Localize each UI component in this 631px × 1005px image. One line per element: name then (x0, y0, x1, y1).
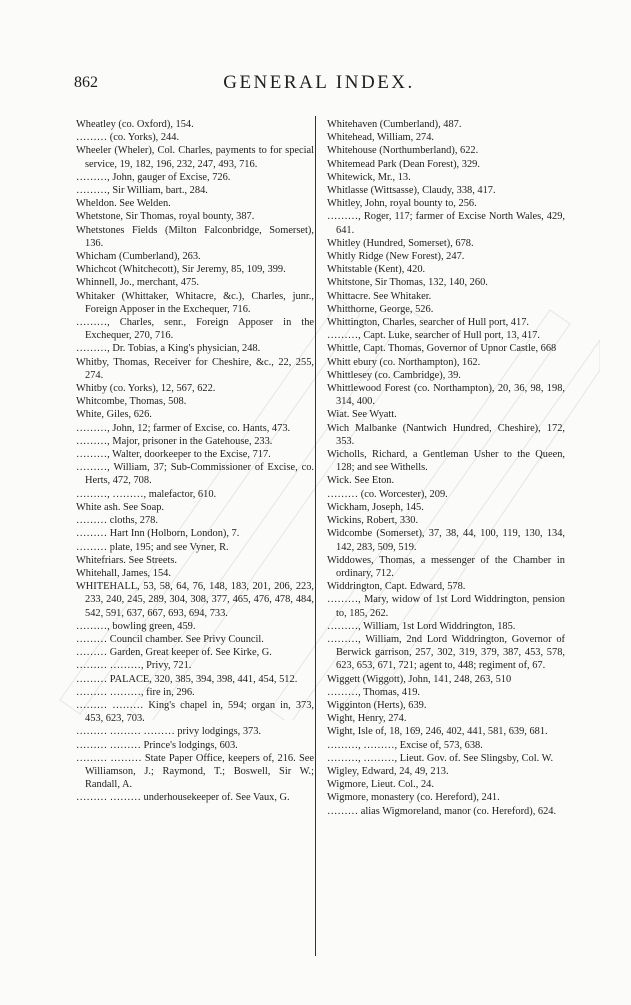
index-entry: ……… Hart Inn (Holborn, London), 7. (76, 528, 240, 540)
index-entry: Whitemead Park (Dean Forest), 329. (327, 158, 480, 170)
index-entry: ……… ………, Privy, 721. (76, 660, 192, 672)
index-entry: ………, ………, Excise of, 573, 638. (327, 739, 483, 751)
index-entry: Whittle, Capt. Thomas, Governor of Upnor Castle, 668 (327, 343, 557, 355)
index-entry: ……… PALACE, 320, 385, 394, 398, 441, 454, 512. (76, 673, 298, 685)
index-entry: ………, Walter, doorkeeper to the Excise, 717. (76, 449, 271, 461)
index-entry: Whittlewood Forest (co. Northampton), 20, 36, 98, 198, 314, 400. (327, 383, 565, 408)
index-entry: ………, John, gauger of Excise, 726. (76, 171, 231, 183)
index-entry: ………, John, 12; farmer of Excise, co. Hants, 473. (76, 422, 291, 434)
index-entry: Widdowes, Thomas, a messenger of the Chamber in ordinary, 712. (327, 554, 565, 579)
index-entry: ………, Mary, widow of 1st Lord Widdrington, pension to, 185, 262. (327, 594, 565, 619)
index-entry: Whitcombe, Thomas, 508. (76, 396, 187, 408)
index-entry: ………, Capt. Luke, searcher of Hull port, 13, 417. (327, 330, 540, 342)
index-entry: Whitley (Hundred, Somerset), 678. (327, 237, 474, 249)
index-entry: Whitlasse (Wittsasse), Claudy, 338, 417. (327, 185, 496, 197)
index-entry: Whitt ebury (co. Northampton), 162. (327, 356, 481, 368)
index-entry: Whitly Ridge (New Forest), 247. (327, 251, 465, 263)
index-entry: ……… alias Wigmoreland, manor (co. Hereford), 624. (327, 805, 557, 817)
index-entry: Whitstable (Kent), 420. (327, 264, 426, 276)
index-column-left (76, 118, 314, 805)
index-entry: ……… ……… State Paper Office, keepers of, 216. See Williamson, J.; Raymond, T.; Boswell, Sir W.; Randall, A. (76, 752, 314, 791)
index-entry: Wich Malbanke (Nantwich Hundred, Cheshire), 172, 353. (327, 422, 565, 447)
index-entry: ……… ………, fire in, 296. (76, 686, 195, 698)
index-entry: Wigmore, Lieut. Col., 24. (327, 779, 434, 791)
index-entry: Wickham, Joseph, 145. (327, 501, 424, 513)
index-entry: ………, Major, prisoner in the Gatehouse, 233. (76, 435, 273, 447)
index-entry: Wigmore, monastery (co. Hereford), 241. (327, 792, 500, 804)
index-entry: Whitehouse (Northumberland), 622. (327, 145, 479, 157)
index-entry: Whetstones Fields (Milton Falconbridge, Somerset), 136. (76, 224, 314, 249)
index-entry: Wheldon. See Welden. (76, 198, 171, 210)
index-entry: Whitby, Thomas, Receiver for Cheshire, &c., 22, 255, 274. (76, 356, 314, 381)
index-entry: Whitby (co. Yorks), 12, 567, 622. (76, 383, 216, 395)
index-column-right (327, 118, 565, 818)
index-entry: ……… cloths, 278. (76, 515, 158, 527)
page-number: 862 (74, 74, 98, 91)
index-entry: Wicholls, Richard, a Gentleman Usher to the Queen, 128; and see Withells. (327, 449, 565, 474)
index-entry: ……… (co. Worcester), 209. (327, 488, 448, 500)
index-entry: ………, William, 37; Sub-Commissioner of Excise, co. Herts, 472, 708. (76, 462, 314, 487)
index-entry: ………, bowling green, 459. (76, 620, 196, 632)
index-entry: ……… Garden, Great keeper of. See Kirke, G. (76, 647, 272, 659)
index-entry: Whitehaven (Cumberland), 487. (327, 119, 462, 130)
index-entry: ……… Council chamber. See Privy Council. (76, 633, 264, 645)
index-entry: Whitthorne, George, 526. (327, 303, 434, 315)
index-entry: ……… ……… Prince's lodgings, 603. (76, 739, 238, 751)
index-entry: ………, Roger, 117; farmer of Excise North Wales, 429, 641. (327, 211, 565, 236)
index-entry: ………, William, 1st Lord Widdrington, 185. (327, 620, 516, 632)
index-entry: White, Giles, 626. (76, 409, 152, 421)
index-entry: Whitaker (Whittaker, Whitacre, &c.), Charles, junr., Foreign Apposer in the Exchequer, 716. (76, 290, 314, 315)
page-header (74, 74, 564, 100)
index-entry: Wick. See Eton. (327, 475, 395, 487)
index-entry: ………, Sir William, bart., 284. (76, 185, 208, 197)
index-entry: Whinnell, Jo., merchant, 475. (76, 277, 199, 289)
index-entry: Whitewick, Mr., 13. (327, 171, 411, 183)
index-entry: Whitehead, William, 274. (327, 132, 435, 144)
index-entry: Wight, Henry, 274. (327, 713, 407, 725)
index-entry: Wickins, Robert, 330. (327, 515, 419, 527)
index-entry: Wight, Isle of, 18, 169, 246, 402, 441, 581, 639, 681. (327, 726, 548, 738)
index-entry: ……… ……… King's chapel in, 594; organ in, 373, 453, 623, 703. (76, 699, 314, 725)
index-entry: Whichcot (Whitchecott), Sir Jeremy, 85, 109, 399. (76, 264, 286, 276)
index-entry: Whicham (Cumberland), 263. (76, 251, 201, 263)
index-entry: ………, William, 2nd Lord Widdrington, Governor of Berwick garrison, 257, 302, 319, 379, 387, 453, 578, 623, 653, 671, 721; agent to, 448; regiment of, 67. (327, 633, 565, 672)
index-entry: ………, Charles, senr., Foreign Apposer in the Exchequer, 270, 716. (76, 317, 314, 342)
index-entry: Wheeler (Wheler), Col. Charles, payments to for special service, 19, 182, 196, 232, 247, 493, 716. (76, 145, 314, 170)
index-entry: Wigginton (Herts), 639. (327, 699, 427, 711)
index-entry: ………, Dr. Tobias, a King's physician, 248. (76, 343, 261, 355)
index-entry: ……… ……… ……… privy lodgings, 373. (76, 726, 262, 738)
index-entry: Whittington, Charles, searcher of Hull port, 417. (327, 317, 529, 329)
index-entry: Whitstone, Sir Thomas, 132, 140, 260. (327, 277, 488, 289)
index-entry: Whitehall, James, 154. (76, 567, 171, 579)
index-entry: Whetstone, Sir Thomas, royal bounty, 387. (76, 211, 255, 223)
index-entry: Wheatley (co. Oxford), 154. (76, 119, 194, 130)
index-entry: ………, ………, malefactor, 610. (76, 488, 217, 500)
index-entry: Wiggett (Wiggott), John, 141, 248, 263, 510 (327, 673, 512, 685)
index-entry: ………, ………, Lieut. Gov. of. See Slingsby, Col. W. (327, 752, 554, 764)
index-entry: Whittacre. See Whitaker. (327, 290, 432, 302)
index-entry: Widcombe (Somerset), 37, 38, 44, 100, 119, 130, 134, 142, 283, 509, 519. (327, 528, 565, 553)
page-title: GENERAL INDEX. (223, 72, 415, 93)
index-entry: ……… plate, 195; and see Vyner, R. (76, 541, 229, 553)
index-entry: Widdrington, Capt. Edward, 578. (327, 581, 466, 593)
index-entry: ………, Thomas, 419. (327, 686, 421, 698)
index-entry: Whitefriars. See Streets. (76, 554, 177, 566)
index-entry: White ash. See Soap. (76, 501, 165, 513)
index-entry: Whittlesey (co. Cambridge), 39. (327, 369, 461, 381)
index-entry: ……… (co. Yorks), 244. (76, 132, 180, 144)
index-entry: Wigley, Edward, 24, 49, 213. (327, 765, 449, 777)
index-entry: ……… ……… underhousekeeper of. See Vaux, G. (76, 792, 290, 804)
index-entry: Wiat. See Wyatt. (327, 409, 397, 421)
index-entry: WHITEHALL, 53, 58, 64, 76, 148, 183, 201, 206, 223, 233, 240, 245, 289, 304, 308, 377, 465, 476, 478, 484, 542, 591, 637, 667, 693, 694, 733. (76, 581, 314, 619)
column-divider (315, 116, 316, 956)
index-entry: Whitley, John, royal bounty to, 256. (327, 198, 477, 210)
